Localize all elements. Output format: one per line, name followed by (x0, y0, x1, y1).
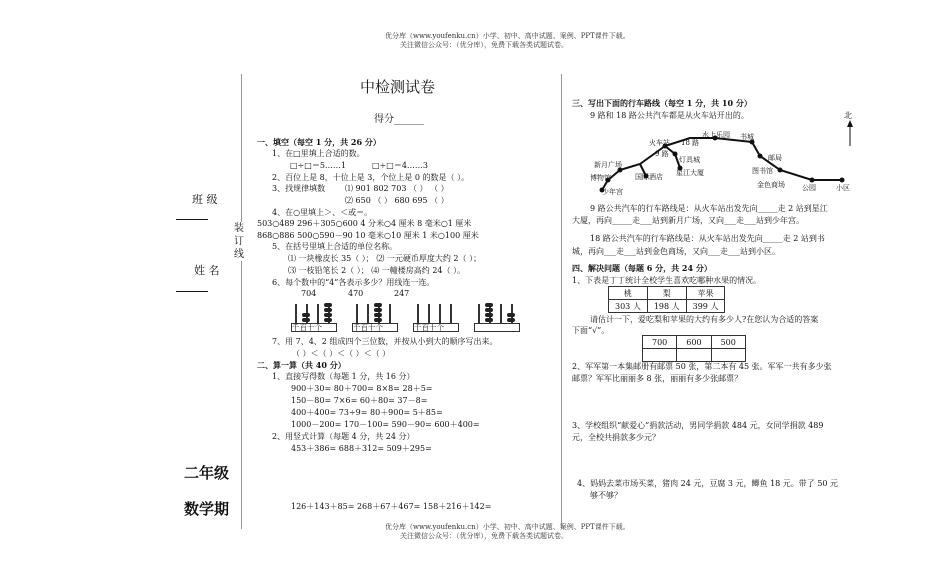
map-bookstore: 书城 (740, 133, 754, 141)
check-cell-500[interactable] (711, 349, 745, 362)
class-blank[interactable] (176, 219, 208, 220)
route18-line-2: 城，再向___走___站到金色商场，又向___走___站到小区。 (572, 247, 780, 256)
north-label: 北 (844, 111, 852, 120)
map-school: 小区 (836, 184, 850, 192)
s3-intro: 9 路和 18 路公共汽车都是从火车站开出的。 (590, 111, 749, 120)
s1-q4a: 503○489 296＋305○600 4 分米○4 厘米 8 毫米○1 厘米 (257, 219, 472, 228)
s4-q1b-line-2: 下面“√”。 (572, 326, 610, 335)
s4-q3-line-2: 元，全校共捐款多少元？ (572, 433, 660, 442)
s1-q2: 2、百位上是 8，十位上是 3，个位上是 0 的数是（ ）。 (272, 173, 470, 182)
check-cell-600[interactable] (677, 349, 711, 362)
mental-row-2: 150－80= 7×6= 60＋80= 37－8= (291, 396, 428, 405)
stop-library (778, 168, 783, 173)
exam-title: 中检测试卷 (360, 78, 436, 96)
route18-line-1: 18 路公共汽车的行车路线是：从火车站出发先向_____走 2 站到书 (590, 234, 825, 243)
s4-q4-line-2: 够不够？ (590, 491, 622, 500)
s2-p2: 2、用竖式计算（每题 4 分，共 24 分） (272, 432, 415, 441)
mental-row-1: 900＋30= 80＋700= 8×8= 28＋5= (291, 384, 433, 393)
fruit-header-pear: 梨 (647, 287, 686, 300)
fruit-header-peach: 桃 (609, 287, 648, 300)
vertical-calc-row-2: 126＋143＋85= 268＋67＋467= 158＋216＋142= (291, 502, 492, 511)
s1-q7: 7、用 7、4、2 组成四个三位数，并按从小到大的顺序写出来。 (272, 337, 498, 346)
stop-lantern-city (673, 152, 678, 157)
fruit-value-peach: 303 人 (609, 300, 648, 313)
footer-line-2: 关注微信公众号：（优分库），免费下载各类试题试卷。 (400, 532, 568, 540)
header-line-1: 优分库（www.youfenku.cn）小学、初中、高中试题、案例、PPT课件下载。 (385, 32, 630, 40)
s1-q3b: ⑵ 650 （ ） 680 695 （ ） (345, 196, 449, 205)
section1-title: 一、填空（每空 1 分，共 26 分） (257, 137, 381, 147)
choice-row (643, 336, 746, 349)
column-divider (561, 74, 562, 529)
name-label: 姓 名 (194, 264, 220, 277)
s1-q4b: 868○886 500○590－90 10 毫米○10 厘米 1 米○100 厘米 (257, 231, 479, 240)
map-library: 图书馆 (752, 167, 773, 175)
map-route18: 18 路 (681, 139, 700, 147)
vertical-calc-row-1: 453＋386= 688＋312= 509＋295= (291, 444, 432, 453)
check-row (643, 349, 746, 362)
s1-q5: 5、在括号里填上合适的单位名称。 (272, 242, 398, 251)
grade-label: 二年级 (184, 464, 230, 482)
map-new-plaza: 新月广场 (594, 161, 622, 169)
s1-q5b: ⑶ 一枝铅笔长 2（ ）； ⑷ 一幢楼房高约 24（ ）。 (288, 266, 466, 275)
number-470: 470 (348, 289, 364, 298)
fruit-value-pear: 198 人 (647, 300, 686, 313)
binding-line (241, 74, 242, 529)
s1-q3a: ⑴ 901 802 703 （ ） （ ） (345, 184, 449, 193)
map-gold-mall: 金色商场 (757, 181, 785, 189)
s1-q1: 1、在□里填上合适的数。 (272, 149, 365, 158)
s4-q1b-line-1: 请估计一下，爱吃梨和苹果的大约有多少人?在您认为合适的答案 (590, 315, 819, 324)
s4-q1: 1、下表是丁丁统计全校学生喜欢吃哪种水果的情况。 (572, 276, 762, 285)
fruit-value-apple: 399 人 (686, 300, 725, 313)
mental-row-4: 1000－200= 170－100= 590－90= 600＋400= (291, 420, 480, 429)
fruit-table-header-row (609, 287, 725, 300)
s1-q3: 3、找规律填数 (272, 184, 326, 193)
s4-q2-line-1: 2、军军第一本集邮册有邮票 50 张，第二本有 45 张。军军一共有多少张 (572, 362, 832, 371)
score-field[interactable]: 得分______ (374, 114, 424, 125)
abacus-label-1: 千百十个 (292, 323, 322, 332)
stop-park (810, 178, 815, 183)
map-water-park: 水上乐园 (702, 131, 730, 139)
map-train-station: 火车站 (649, 139, 670, 147)
map-route9: 9 路 (655, 150, 669, 158)
s1-q7a: （ ）＜（ ）＜（ ）＜（ ） (292, 349, 391, 358)
map-youth-palace: 少年宫 (602, 188, 623, 196)
route9-line-1: 9 路公共汽车的行车路线是：从火车站出发先向_____走 2 站到星江 (590, 204, 828, 213)
map-lantern-city: 灯具城 (679, 156, 700, 164)
choice-500: 500 (711, 336, 745, 349)
fruit-header-apple: 苹果 (686, 287, 725, 300)
s2-p1: 1、直接写得数（每题 1 分，共 16 分） (272, 372, 415, 381)
class-label: 班 级 (192, 193, 218, 206)
fruit-table (608, 286, 725, 313)
s4-q2-line-2: 邮票？军军比丽丽多 8 张，丽丽有多少张邮票？ (572, 374, 743, 383)
check-cell-700[interactable] (643, 349, 677, 362)
s1-q1b: □÷□＝4……3 (372, 161, 428, 170)
route9-line-2: 大厦，再向_____走___站到新月广场，又向___走___站到少年宫。 (572, 216, 804, 225)
map-post-office: 邮局 (768, 154, 782, 162)
mental-row-3: 400＋400= 73÷9= 80＋900= 5＋85= (291, 408, 443, 417)
s1-q1a: □÷□＝5……1 (290, 161, 346, 170)
footer-line-1: 优分库（www.youfenku.cn）小学、初中、高中试题、案例、PPT课件下载。 (385, 523, 630, 531)
section3-title: 三、写出下面的行车路线（每空 1 分，共 10 分） (572, 98, 752, 108)
choice-600: 600 (677, 336, 711, 349)
s1-q6: 6、每个数中的“4”各表示多少？用线连一连。 (272, 278, 435, 287)
map-park: 公园 (802, 184, 816, 192)
s4-q4-line-1: 4、妈妈去菜市场买菜，猪肉 24 元，豆腐 3 元，鲫鱼 18 元。带了 50 元 (577, 479, 839, 488)
map-star-building: 星江大厦 (676, 169, 704, 177)
abacus-label-2: 千百十个 (353, 323, 383, 332)
number-247: 247 (394, 289, 410, 298)
section4-title: 四、解决问题（每题 6 分，共 24 分） (572, 263, 712, 273)
s4-q3-line-1: 3、学校组织“献爱心”捐款活动，男同学捐款 484 元，女同学捐款 489 (572, 421, 824, 430)
estimate-choice-table (642, 335, 746, 362)
map-museum: 博物馆 (590, 174, 611, 182)
subject-label: 数学期 (184, 500, 230, 518)
stop-school (840, 178, 845, 183)
header-line-2: 关注微信公众号：（优分库），免费下载各类试题试卷。 (400, 41, 568, 49)
number-704: 704 (301, 289, 317, 298)
abacus-label-3: 千百十个 (414, 323, 444, 332)
s1-q4: 4、在○里填上＞、＜或＝。 (272, 208, 373, 217)
stop-post-office (758, 154, 763, 159)
binding-text: 装订线 (234, 223, 244, 260)
s1-q5a: ⑴ 一块橡皮长 35（ ）； ⑵ 一元硬币厚度大约 2（ ）； (288, 254, 482, 263)
choice-700: 700 (643, 336, 677, 349)
name-blank[interactable] (176, 291, 208, 292)
abacus-4 (474, 302, 520, 332)
fruit-table-value-row (609, 300, 725, 313)
section2-title: 二、算一算（共 40 分） (257, 360, 346, 370)
map-intl-hotel: 国际酒店 (635, 173, 663, 181)
north-arrow-head-icon (847, 120, 853, 127)
